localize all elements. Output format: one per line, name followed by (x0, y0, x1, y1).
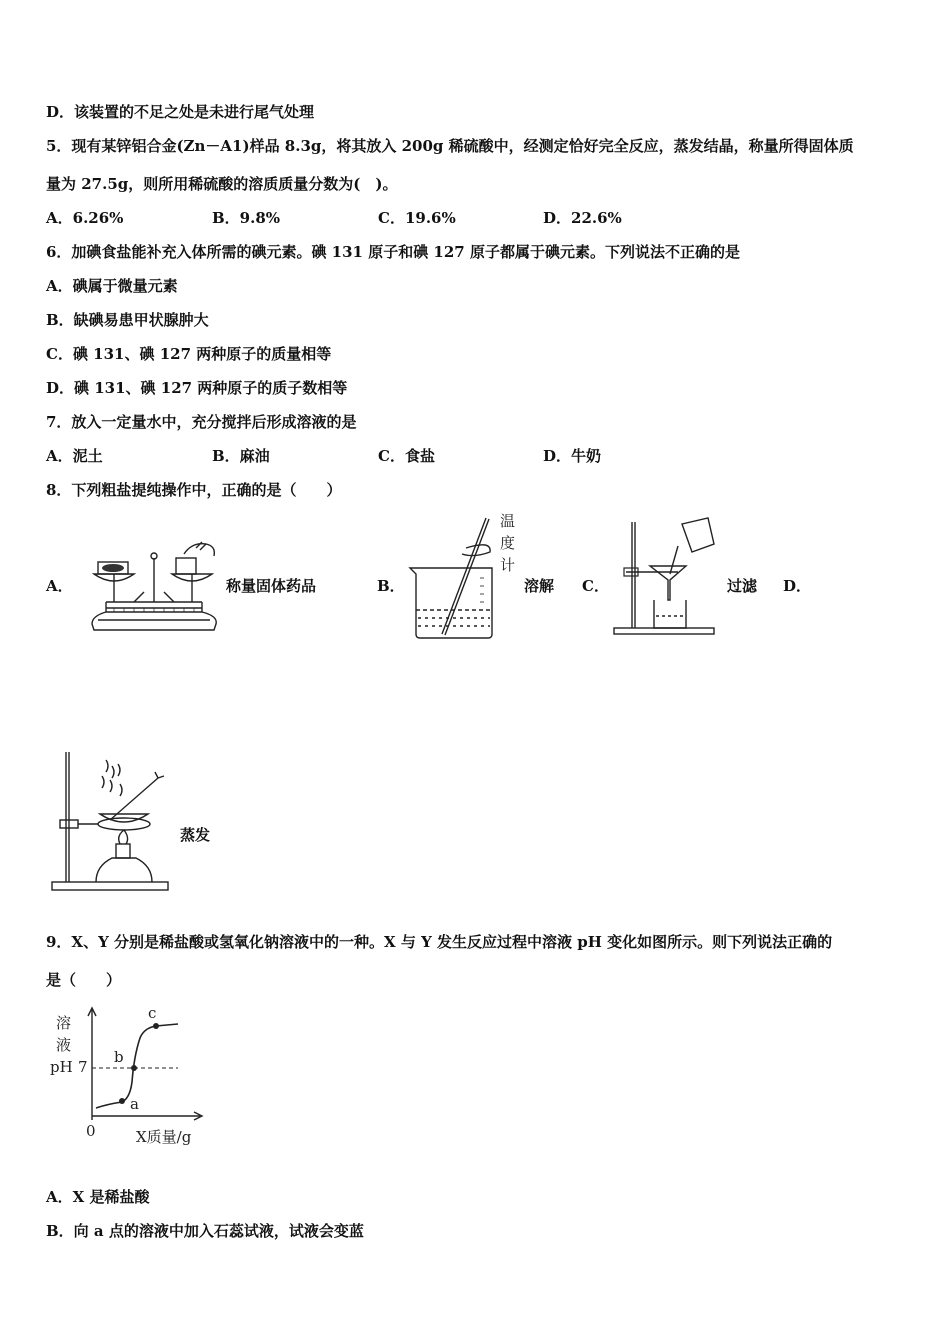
x-axis-label: X质量/g (136, 1128, 192, 1146)
q8-option-b-caption: 溶解 (524, 577, 555, 595)
q5-option-a: A．6.26% (46, 209, 124, 227)
q9-option-a: A．X 是稀盐酸 (46, 1188, 150, 1206)
q8-option-d-caption: 蒸发 (180, 826, 211, 844)
point-label-a: a (130, 1095, 139, 1113)
q5-stem-line2: 量为 27.5g，则所用稀硫酸的溶质质量分数为( )。 (46, 175, 398, 193)
dissolving-figure (404, 508, 522, 642)
q6-option-a: A．碘属于微量元素 (46, 277, 178, 295)
q5-stem-line1: 5．现有某锌铝合金(Zn－A1)样品 8.3g，将其放入 200g 稀硫酸中，经测定恰好完全反应，蒸发结晶，称量所得固体质 (46, 137, 854, 155)
y-label-char-2: 液 (56, 1036, 72, 1054)
q6-stem: 6．加碘食盐能补充入体所需的碘元素。碘 131 原子和碘 127 原子都属于碘元素。下列说法不正确的是 (46, 243, 740, 261)
point-a (119, 1098, 125, 1104)
point-label-c: c (148, 1004, 157, 1022)
q7-option-c: C．食盐 (378, 447, 435, 465)
q8-option-c-letter: C． (582, 577, 609, 595)
q8-stem: 8．下列粗盐提纯操作中，正确的是（ ） (46, 481, 342, 499)
y-label-char-1: 溶 (56, 1014, 72, 1032)
q9-option-b: B．向 a 点的溶液中加入石蕊试液，试液会变蓝 (46, 1222, 364, 1240)
q6-option-b: B．缺碘易患甲状腺肿大 (46, 311, 209, 329)
q8-option-b-letter: B． (377, 577, 405, 595)
q8-option-c-caption: 过滤 (727, 577, 758, 595)
evaporation-figure (50, 748, 172, 894)
thermometer-label-2: 度 (500, 534, 516, 552)
q5-option-d: D．22.6% (543, 209, 622, 227)
q4-option-d: D．该装置的不足之处是未进行尾气处理 (46, 103, 315, 121)
thermometer-label-3: 计 (500, 556, 516, 574)
q7-option-a: A．泥土 (46, 447, 103, 465)
q9-stem-line1: 9．X、Y 分别是稀盐酸或氢氧化钠溶液中的一种。X 与 Y 发生反应过程中溶液 pH 变化如图所示。则下列说法正确的 (46, 933, 833, 951)
q8-option-a-letter: A． (46, 577, 73, 595)
q6-option-d: D．碘 131、碘 127 两种原子的质子数相等 (46, 379, 348, 397)
q7-option-d: D．牛奶 (543, 447, 602, 465)
q5-option-c: C．19.6% (378, 209, 456, 227)
balance-figure (84, 534, 224, 638)
point-b (131, 1065, 137, 1071)
ph-chart (44, 1004, 214, 1154)
q9-stem-line2: 是（ ） (46, 971, 122, 989)
q8-option-a-caption: 称量固体药品 (226, 577, 317, 595)
q8-option-d-letter: D． (783, 577, 812, 595)
ref-line-label: 7 (78, 1058, 88, 1076)
filtration-figure (612, 516, 718, 638)
y-label-char-3: pH (50, 1058, 73, 1076)
q6-option-c: C．碘 131、碘 127 两种原子的质量相等 (46, 345, 332, 363)
q7-option-b: B．麻油 (212, 447, 270, 465)
q7-stem: 7．放入一定量水中，充分搅拌后形成溶液的是 (46, 413, 357, 431)
thermometer-label-1: 温 (500, 512, 516, 530)
q5-option-b: B．9.8% (212, 209, 281, 227)
point-label-b: b (114, 1048, 124, 1066)
point-c (153, 1023, 159, 1029)
origin-label: 0 (86, 1122, 96, 1140)
